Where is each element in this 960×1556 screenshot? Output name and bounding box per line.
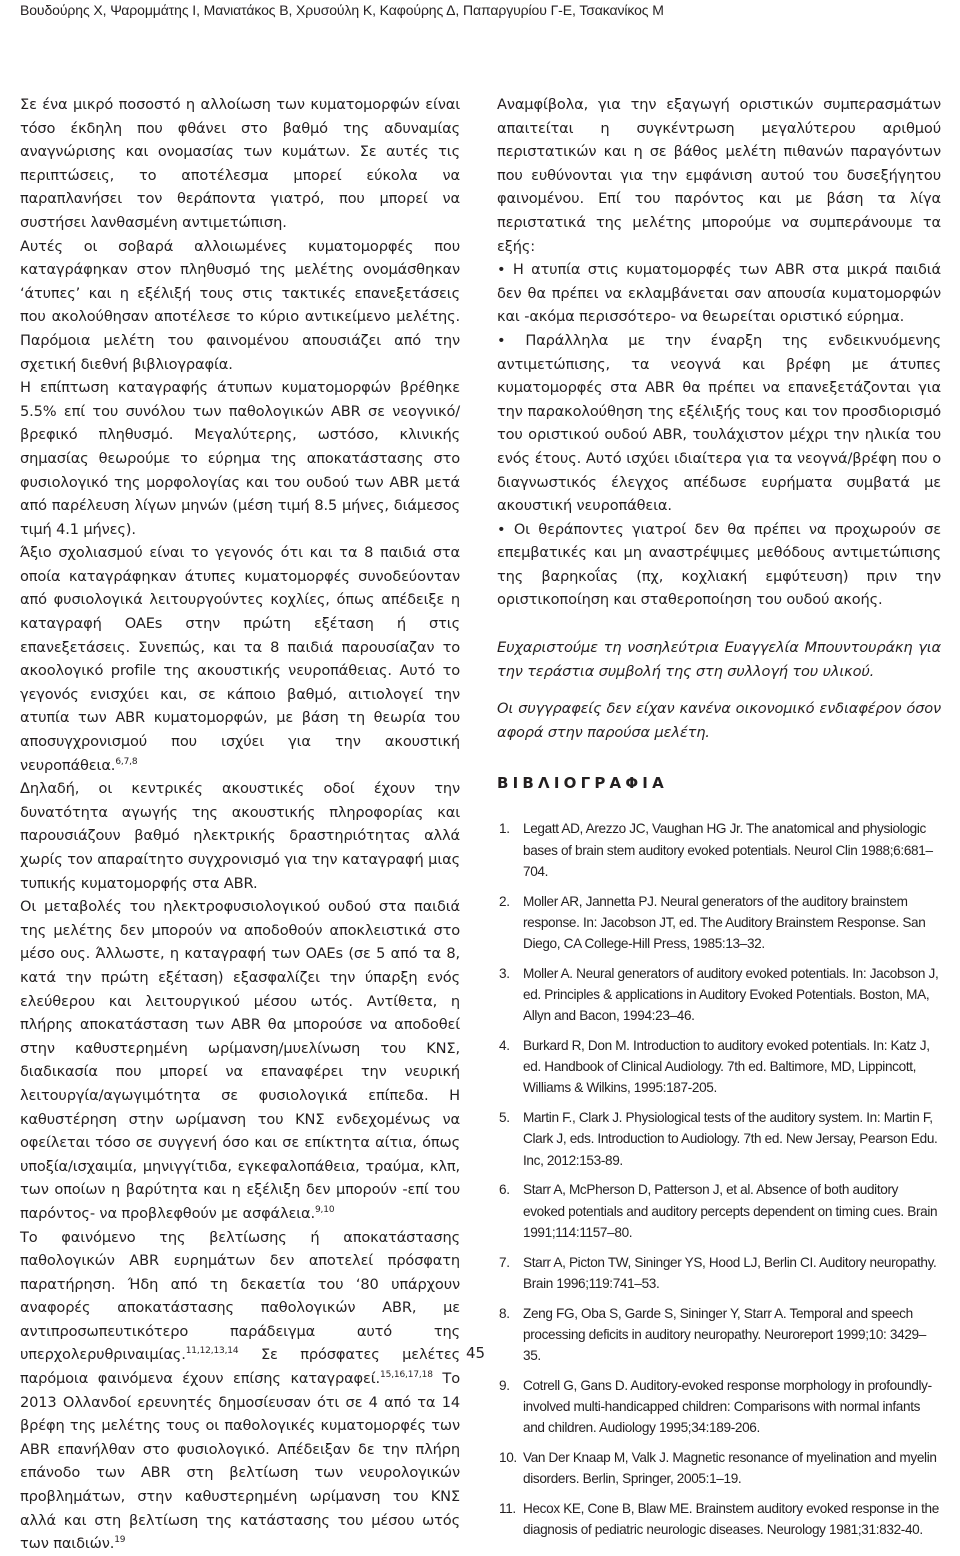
reference-item: [497, 963, 941, 1027]
page-number: 45: [466, 1344, 486, 1362]
reference-text: Martin F., Clark J. Physiological tests of the auditory system. In: Martin F, Clark J, eds. Introduction to Audiology. 7th ed. New Jersay, Pearson Edu. Inc, 2012:153-89.: [523, 1110, 938, 1168]
reference-text: Starr A, Picton TW, Sininger YS, Hood LJ, Berlin CI. Auditory neuropathy. Brain 1996;119:741–53.: [523, 1254, 937, 1291]
reference-text: Legatt AD, Arezzo JC, Vaughan HG Jr. The anatomical and physiologic bases of brain stem auditory evoked potentials. Neurol Clin 1988;6:681–704.: [523, 821, 933, 879]
citation: 19: [114, 1535, 126, 1546]
reference-text: Moller A. Neural generators of auditory evoked potentials. In: Jacobson J, ed. Principles & applications in Auditory Evoked Potentials. Boston, MA, Allyn and Bacon, 1994:23–46.: [523, 965, 939, 1024]
spacer: [497, 683, 941, 697]
reference-number: 11.: [499, 1501, 516, 1517]
reference-item: [497, 1252, 941, 1294]
paragraph-text: Άξιο σχολιασμού είναι το γεγονός ότι και τα 8 παιδιά στα οποία καταγράφηκαν άτυπες κυματομορφές συνοδεύονταν από φυσιολογικά λειτουργούντες κοχλίες, όπως απέδειξε η καταγραφή OAEs στην πρώτη εξέταση ή στις επανεξετάσεις. Συνεπώς, και τα 8 παιδιά παρουσίαζαν το ακοολογικό profile της ακουστικής νευροπάθειας. Αυτό το γεγονός ενισχύει και, σε κάποιο βαθμό, αιτιολογεί την ατυπία των ABR κυματομορφών, με βάση τη θεωρία του αποσυγχρονισμού που ισχύει για την ακουστική νευροπάθεια.: [20, 544, 460, 774]
reference-item: [497, 1375, 941, 1439]
reference-text: Zeng FG, Oba S, Garde S, Sininger Y, Starr A. Temporal and speech processing deficits in auditory neuropathy. Neuroreport 1999;10: 3429–35.: [523, 1305, 926, 1364]
paragraph-text: Οι μεταβολές του ηλεκτροφυσιολογικού ουδού στα παιδιά της μελέτης δεν μπορούν να αποδοθούν αποκλειστικά στο μέσο ους. Άλλωστε, η καταγραφή των OAEs (σε 5 από τα 8, κατά την πρώτη εξέταση) εξασφαλίζει την ύπαρξη ενός ελεύθερου και λειτουργικού μέσου ωτός. Αντίθετα, η πλήρης αποκατάσταση των ABR θα μπορούσε να αποδοθεί στην καθυστερημένη ωρίμανση/μυελίνωση του ΚΝΣ, διαδικασία που μπορεί να επαναφέρει την νευρική λειτουργία/αγωγιμότητα σε φυσιολογικά επίπεδα. Η καθυστέρηση στην ωρίμανση του ΚΝΣ ενδεχομένως να οφείλεται τόσο σε συγγενή όσο και σε επίκτητα αίτια, όπως υποξία/ισχαιμία, μηνιγγίτιδα, εγκεφαλοπάθεια, τραύμα, κλπ, των οποίων η βαρύτητα και η εξέλιξη δεν μπορούν -επί του παρόντος- να προβλεφθούν με ασφάλεια.: [20, 898, 460, 1222]
paragraph: [20, 541, 460, 777]
reference-item: [497, 1447, 941, 1489]
paragraph: [20, 895, 460, 1225]
paragraph-text: Σε πρόσφατες μελέτες παρόμοια φαινόμενα έχουν επίσης καταγραφεί.: [20, 1346, 460, 1388]
reference-number: 4.: [499, 1038, 510, 1054]
paragraph: Σε ένα μικρό ποσοστό η αλλοίωση των κυματομορφών είναι τόσο έκδηλη που φθάνει στο βαθμό της αδυναμίας αναγνώρισης και ονομασίας των κυμάτων. Σε αυτές τις περιπτώσεις, το αποτέλεσμα μπορεί εύκολα να παραπλανήσει τον θεράποντα γιατρό, που μπορεί να συστήσει λανθασμένη αντιμετώπιση.: [20, 96, 460, 231]
bullet-item: • Παράλληλα με την έναρξη της ενδεικνυόμενης αντιμετώπισης, τα νεογνά και βρέφη με άτυπες κυματομορφές στα ABR θα πρέπει να επανεξετάζονται για την παρακολούθηση της εξέλιξής τους και τον προσδιορισμό του οριστικού ουδού ABR, τουλάχιστον μέχρι την ηλικία του ενός έτους. Αυτό ισχύει ιδιαίτερα για τα νεογνά/βρέφη που ο διαγνωστικός έλεγχος απέδωσε ευρήματα συμβατά με ακουστική νευροπάθεια.: [497, 331, 941, 515]
reference-number: 8.: [499, 1305, 510, 1321]
reference-item: [497, 1303, 941, 1367]
reference-item: [497, 1498, 941, 1540]
paragraph-text: Το 2013 Ολλανδοί ερευνητές δημοσίευσαν ότι σε 4 από τα 14 βρέφη της μελέτης τους οι παθολογικές κυματομορφές των ABR επανήλθαν στο φυσιολογικό. Απέδειξαν δε την πλήρη επάνοδο των ABR στη βελτίωση των νευρολογικών προβλημάτων, στην καθυστερημένη ωρίμανση του ΚΝΣ αλλά και στη βελτίωση της κατάστασης του μέσου ωτός των παιδιών.: [20, 1370, 460, 1553]
reference-list: [497, 818, 941, 1540]
spacer: [497, 612, 941, 636]
reference-item: [497, 818, 941, 882]
paragraph: Αναμφίβολα, για την εξαγωγή οριστικών συμπερασμάτων απαιτείται η συγκέντρωση μεγαλύτερου αριθμού περιστατικών και η σε βάθος μελέτη πιθανών παραγόντων που ευθύνονται για την εμφάνιση αυτού του δυσεξήγητου φαινομένου. Επί του παρόντος και με βάση τα λίγα περιστατικά της μελέτης μπορούμε να συμπεράνουμε τα εξής:: [497, 96, 941, 255]
bullet-item: • Η ατυπία στις κυματομορφές των ABR στα μικρά παιδιά δεν θα πρέπει να εκλαμβάνεται σαν απουσία κυματομορφών και -ακόμα περισσότερο- να θεωρείται οριστικό εύρημα.: [497, 261, 941, 326]
reference-text: Moller AR, Jannetta PJ. Neural generators of the auditory brainstem response. In: Jacobson JT, ed. The Auditory Brainstem Response. San Diego, CA College-Hill Press, 1985:13–32.: [523, 893, 926, 952]
reference-number: 6.: [499, 1182, 510, 1198]
citation: 9,10: [314, 1204, 335, 1215]
paragraph: Δηλαδή, οι κεντρικές ακουστικές οδοί έχουν την δυνατότητα αγωγής της ακουστικής πληροφορίας και παρουσιάζουν βαθμό ηλεκτρικής δραστηριότητας αλλά χωρίς τον απαραίτητο συγχρονισμό για την καταγραφή μιας τυπικής κυματομορφής στα ABR.: [20, 780, 460, 892]
reference-number: 2.: [499, 893, 510, 909]
right-column: [497, 93, 941, 1549]
reference-number: 3.: [499, 965, 510, 981]
reference-item: [497, 1179, 941, 1243]
citation: 15,16,17,18: [380, 1370, 433, 1381]
reference-item: [497, 891, 941, 955]
citation: 6,7,8: [115, 756, 138, 767]
paragraph-text: Το φαινόμενο της βελτίωσης ή αποκατάστασης παθολογικών ABR ευρημάτων δεν αποτελεί πρόσφατη παρατήρηση. Ήδη από τη δεκαετία του ‘80 υπάρχουν αναφορές αποκατάστασης παθολογικών ABR, με αντιπροσωπευτικότερο παράδειγμα αυτό της υπερχολερυθριναιμίας.: [20, 1228, 460, 1364]
running-header: Βουδούρης Χ, Ψαρομμάτης Ι, Μανιατάκος Β, Χρυσούλη Κ, Καφούρης Δ, Παπαργυρίου Γ-Ε, Τσακανίκος Μ: [20, 2, 664, 18]
paragraph: Η επίπτωση καταγραφής άτυπων κυματομορφών βρέθηκε 5.5% επί του συνόλου των παθολογικών ABR σε νεογνικό/βρεφικό πληθυσμό. Μεγαλύτερης, ωστόσο, κλινικής σημασίας θεωρούμε το εύρημα της αποκατάστασης στο φυσιολογικό της μορφολογίας και του ουδού των ABR μετά από παρέλευση λίγων μηνών (μέση τιμή 8.5 μήνες, διάμεσος τιμή 4.1 μήνες).: [20, 379, 460, 538]
bibliography-heading: ΒΙΒΛΙΟΓΡΑΦΙΑ: [497, 774, 668, 793]
reference-text: Burkard R, Don M. Introduction to auditory evoked potentials. In: Katz J, ed. Handbook of Clinical Audiology. 7th ed. Baltimore, MD, Lippincott, Williams & Wilkins, 1995:187-205.: [523, 1038, 930, 1096]
reference-number: 10.: [499, 1450, 517, 1466]
reference-number: 9.: [499, 1377, 510, 1393]
reference-number: 1.: [499, 821, 510, 837]
left-column: [20, 93, 460, 1556]
reference-item: [497, 1107, 941, 1171]
reference-item: [497, 1035, 941, 1099]
paragraph: [20, 1226, 460, 1556]
reference-text: Hecox KE, Cone B, Blaw ME. Brainstem auditory evoked response in the diagnosis of pediatric neurologic diseases. Neurology 1981;31:832-40.: [523, 1501, 939, 1538]
bullet-item: • Οι θεράποντες γιατροί δεν θα πρέπει να προχωρούν σε επεμβατικές και μη αναστρέψιμες μεθόδους αντιμετώπισης της βαρηκοΐας (πχ, κοχλιακή εμφύτευση) πριν την οριστικοποίηση και σταθεροποίηση του ουδού ακοής.: [497, 520, 941, 609]
citation: 11,12,13,14: [185, 1346, 239, 1357]
acknowledgement: Ευχαριστούμε τη νοσηλεύτρια Ευαγγελία Μπουντουράκη για την τεράστια συμβολή της στη συλλογή του υλικού.: [497, 639, 941, 680]
conflict-statement: Οι συγγραφείς δεν είχαν κανένα οικονομικό ενδιαφέρον όσον αφορά στην παρούσα μελέτη.: [497, 700, 941, 741]
reference-number: 7.: [499, 1254, 510, 1270]
reference-number: 5.: [499, 1110, 510, 1126]
reference-text: Van Der Knaap M, Valk J. Magnetic resonance of myelination and myelin disorders. Berlin, Springer, 2005:1–19.: [523, 1450, 937, 1487]
reference-text: Starr A, McPherson D, Patterson J, et al. Absence of both auditory evoked potentials and auditory percepts dependent on timing cues. Brain 1991;114:1157–80.: [523, 1182, 938, 1240]
paragraph: Αυτές οι σοβαρά αλλοιωμένες κυματομορφές που καταγράφηκαν στον πληθυσμό της μελέτης ονομάσθηκαν ‘άτυπες’ και η εξέλιξή τους στις τακτικές επανεξετάσεις που ακολούθησαν αποτέλεσε το κύριο αντικείμενο μελέτης. Παρόμοια μελέτη του φαινομένου απουσιάζει από την σχετική διεθνή βιβλιογραφία.: [20, 237, 460, 373]
reference-text: Cotrell G, Gans D. Auditory-evoked response morphology in profoundly-involved multi-handicapped children: Comparisons with normal infants and children. Audiology 1995;34:189-206.: [523, 1377, 932, 1436]
